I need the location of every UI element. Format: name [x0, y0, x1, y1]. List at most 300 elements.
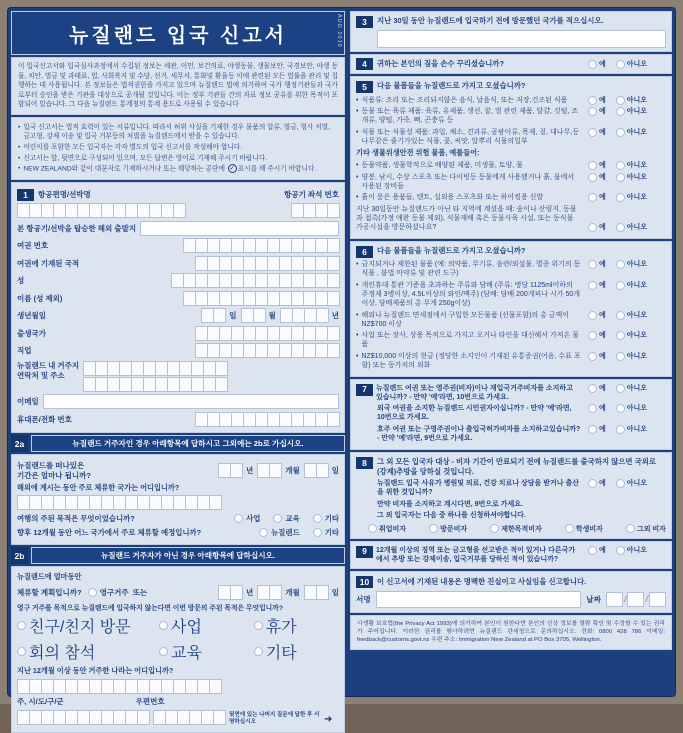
visit-friends-radio[interactable] [17, 621, 26, 630]
yes-radio[interactable] [588, 546, 597, 555]
passport-number-label: 여권 번호 [17, 241, 49, 251]
passport-number-boxes[interactable] [183, 238, 339, 253]
visa-type-options [368, 524, 666, 534]
yes-radio[interactable] [588, 260, 597, 269]
section-2a-header-text: 뉴질랜드 거주자인 경우 아래항목에 답하시고 그외에는 2b로 가십시오. [31, 435, 345, 452]
date-month-box[interactable] [627, 592, 644, 607]
card-back [350, 11, 672, 693]
section-2b-header-text: 뉴질랜드 거주자가 아닌 경우 아래항목에 답하십시오. [31, 547, 345, 564]
note-apply-for-one [377, 511, 666, 520]
limited-visa-radio[interactable] [490, 524, 499, 533]
bullet-icon: • [356, 311, 359, 319]
nationality-label: 여권에 기재된 국적 [17, 258, 80, 268]
option-conference[interactable] [17, 640, 159, 663]
stay-length-label-line2: 체류할 계획입니까? [17, 587, 82, 597]
yes-radio[interactable] [588, 479, 597, 488]
yes-label: 예 [599, 384, 606, 392]
no-label: 아니오 [626, 281, 648, 289]
education-radio[interactable] [273, 514, 282, 523]
no-radio[interactable] [616, 260, 625, 269]
yes-radio[interactable] [588, 173, 597, 182]
no-label: 아니오 [626, 128, 648, 136]
time-away-year-boxes[interactable] [218, 463, 242, 478]
no-label: 아니오 [626, 61, 648, 68]
option-holiday[interactable] [254, 614, 339, 637]
yes-radio[interactable] [588, 193, 597, 202]
question-text: 지난 30일동안 뉴질랜드가 아닌 타 지역에 계셨을 때: 숲이나 산림지, 동물과 접촉(가정 애완 동물 제외), 식물재배 혹은 동물사육 시설, 또는 동식물 가공시설을 방문하셨나요? [356, 205, 577, 232]
education-2b-radio[interactable] [159, 647, 168, 656]
dob-year-boxes[interactable] [280, 308, 328, 323]
yes-no-group [588, 384, 666, 393]
no-label: 아니오 [626, 311, 648, 319]
signature-label: 서명 [356, 594, 371, 604]
section-4-row [356, 58, 666, 70]
date-boxes[interactable] [606, 592, 666, 607]
business-2b-label: 사업 [171, 619, 202, 637]
yes-no-group [588, 128, 666, 137]
yes-radio[interactable] [588, 223, 597, 232]
last-country-label: 지난 12개월 이상 동안 거주한 나라는 어디입니까? [17, 666, 174, 676]
form-title-bar [11, 11, 345, 55]
dob-month-boxes[interactable] [241, 308, 265, 323]
yes-label: 예 [599, 108, 606, 116]
seat-number-label: 항공기 좌석 번호 [284, 190, 339, 200]
instructions-list [11, 117, 345, 181]
overseas-origin-input[interactable] [140, 221, 339, 236]
no-radio[interactable] [616, 425, 625, 434]
no-label: 아니오 [626, 546, 648, 554]
education-2b-label: 교육 [171, 645, 202, 663]
yes-label: 예 [599, 405, 606, 413]
question-australian-passport [377, 425, 666, 443]
question-text: 해외나 뉴질랜드 면세점에서 구입한 모든물품 (선물포함)의 총 금액이 NZ$700 이상 [361, 311, 570, 328]
birth-country-row [17, 326, 339, 341]
bullet-icon: • [18, 123, 21, 131]
option-permanent-stay[interactable] [88, 587, 129, 598]
privacy-intro-paragraph: 이 입국신고서와 입국심사과정에서 수집된 정보는 세관, 이민, 보건의료, 야생동물, 생물보안, 국경보안, 야생 동물, 치안, 벌금 및 과태료, 법, 사회복지 및 수당, 선거, 세무서, 통화및 환율등 이에 관련된 모든 법률을 관리 및 집행하는 데 사용됩니다. 본 정보들은 법적권한을 가지고 있으며 뉴질랜드 법에 의거하여 국가 행정기관들과 국가로부터 승인을 받은 기관을 대상으로 공개될 것입니다. 이는 정부 기관들 간의 자료 정보 공유를 위한 목적이 포함되어 있습니다. 그 다음 뉴질랜드 통계청의 통계 용도로 사용될 수 있습니다 [11, 57, 345, 115]
question-text: 12개월 이상의 징역 또는 금고형을 선고받은 적이 있거나 다른국가에서 추방 또는 강제이송, 입국거부를 당하신 적이 있습니까? [376, 546, 576, 563]
yes-label: 예 [599, 261, 606, 269]
yes-no-group [588, 479, 666, 488]
privacy-act-footer: 사생활 보호법(the Privacy Act 1993)에 의거하여 본인이 원한다면 본인의 신상 정보를 열람 확인 및 수정할 수 있는 권리가 주어집니다. 이러한 권리를 행사하려면 뉴질랜드 관세청으로 문의하십시오. 전화: 0800 428 786 이메일: feedback@customs.govt.nz 우편 주소: Immigration New Zealand at PO Box 3705, Wellington. [350, 615, 672, 650]
question-text: 호주 여권 또는 구영주권이나 출입국허가비자를 소지하고있습니까? - 만약 '예'라면, 9번으로 가세요. [377, 426, 581, 443]
date-separator: / [623, 594, 627, 605]
phone-boxes[interactable] [195, 412, 339, 427]
section-7-badge: 7 [356, 384, 373, 396]
card-front [11, 11, 345, 726]
yes-radio[interactable] [588, 107, 597, 116]
no-label: 아니오 [626, 261, 648, 269]
instruction-item [18, 154, 338, 164]
new-zealand-radio[interactable] [259, 528, 268, 537]
no-label: 아니오 [626, 480, 648, 488]
other-country-radio[interactable] [313, 528, 322, 537]
last-country-boxes[interactable] [17, 679, 221, 694]
question-commercial-goods [356, 331, 666, 349]
yes-no-group [588, 425, 666, 434]
question-dutyfree-goods [356, 311, 666, 329]
option-education-2b[interactable] [159, 640, 254, 663]
yes-no-group [588, 107, 666, 116]
yes-no-group [588, 281, 666, 290]
yes-label: 예 [599, 61, 606, 68]
no-label: 아니오 [626, 108, 648, 116]
option-education[interactable] [273, 513, 299, 524]
no-label: 아니오 [626, 194, 648, 202]
question-text: 금지되거나 제한된 물품 (예: 의약품, 무기류, 음란/외설물, 멸종 위기의 동식물 , 불법 마약류 및 관련 도구) [361, 261, 581, 278]
stay-month-boxes[interactable] [257, 585, 281, 600]
yes-label: 예 [599, 546, 606, 554]
section-8-header [356, 457, 666, 477]
yes-no-group [588, 331, 666, 340]
section-6-header [356, 246, 666, 258]
yes-radio[interactable] [588, 404, 597, 413]
yes-no-group [588, 223, 666, 232]
phone-label: 휴대폰/전화 번호 [17, 414, 72, 424]
bullet-icon: • [356, 161, 359, 169]
no-label: 아니오 [626, 96, 648, 104]
trip-purpose-label: 여행의 주된 목적은 무엇이었습니까? [17, 514, 135, 524]
question-criminal-history [356, 546, 666, 564]
yes-label: 예 [599, 281, 606, 289]
no-radio[interactable] [616, 331, 625, 340]
arrow-right-icon: ➜ [324, 713, 333, 725]
option-visit-friends[interactable] [17, 614, 159, 637]
instruction-text: 어린이를 포함한 모든 입국자는 각자 별도의 입국 신고서를 작성해야 합니다. [23, 144, 243, 152]
question-text: 양봉, 낚시, 수상 스포츠 또는 다이빙등 동물에게 사용됐거나 흙, 물에서 사용된 장비들 [361, 173, 575, 190]
section-1-traveller-details [11, 182, 345, 433]
option-business-2b[interactable] [159, 614, 254, 637]
no-radio[interactable] [616, 173, 625, 182]
yes-no-group [588, 96, 666, 105]
no-label: 아니오 [626, 224, 648, 232]
instruction-text: 신고서는 앞, 뒷면으로 구성되어 있으며, 모든 답변은 영어로 기재해 주시기 바랍니다. [23, 154, 268, 162]
visitor-visa-label: 방문비자 [440, 525, 468, 533]
other-visa-label: 그외 비자 [636, 525, 666, 533]
section-2b-visitor-questions [11, 566, 345, 733]
section-2b-badge: 2b [11, 547, 28, 564]
question-text: 흙이 묻은 용품들, 텐트, 실외용 스포츠화 또는 하이킹용 신발 [361, 194, 544, 202]
section-2a-header [11, 435, 345, 452]
bullet-icon: • [18, 154, 21, 162]
section-1-header [17, 189, 339, 201]
new-zealand-label: 뉴질랜드 [271, 528, 300, 538]
no-radio[interactable] [616, 193, 625, 202]
yes-radio[interactable] [588, 425, 597, 434]
email-input[interactable] [43, 394, 339, 409]
no-label: 아니오 [626, 426, 648, 434]
bullet-icon: • [356, 332, 359, 340]
yes-label: 예 [599, 224, 606, 232]
family-name-boxes[interactable] [171, 273, 339, 288]
other-2b-radio[interactable] [254, 647, 263, 656]
work-visa-label: 취업비자 [379, 525, 407, 533]
section-7-passport-visa [350, 379, 672, 450]
time-away-month-boxes[interactable] [257, 463, 281, 478]
other-label: 기타 [324, 514, 339, 524]
yes-radio[interactable] [588, 128, 597, 137]
education-label: 교육 [285, 514, 300, 524]
section-3-question: 지난 30일 동안 뉴질랜드에 입국하기 전에 방문했던 국가를 적으십시오. [377, 16, 604, 25]
phone-row [17, 412, 339, 427]
section-2a-resident-questions [11, 454, 345, 545]
given-name-boxes[interactable] [183, 291, 339, 306]
dob-year-unit: 년 [331, 311, 339, 321]
section-1-badge: 1 [17, 189, 34, 201]
conference-radio[interactable] [17, 647, 26, 656]
instruction-text-pre: NEW ZEALAND와 같이 대문자로 기재하시거나 또는 해당하는 공란에 [23, 165, 225, 173]
yes-label: 예 [599, 426, 606, 434]
option-other-country[interactable] [313, 527, 339, 538]
family-name-row [17, 273, 339, 288]
origin-row [17, 221, 339, 236]
holiday-label: 휴가 [265, 619, 297, 637]
nz-address-boxes-line1[interactable] [83, 361, 339, 376]
stay-year-boxes[interactable] [218, 585, 242, 600]
work-visa-radio[interactable] [368, 524, 377, 533]
question-text: 식품류: 조리 또는 조리되지않은 음식, 날음식, 또는 저장,건조된 식품 [361, 96, 568, 104]
instruction-text: 입국 신고서는 법적 효력이 있는 서류입니다. 따라서 허위 사실을 기재한 경우 물품의 압류, 벌금, 형사 처벌, 금고형, 강제 이송 및 입국 거부등의 처벌을 뉴질랜드에서 받을 수 있습니다. [23, 123, 330, 141]
occupation-label: 직업 [17, 346, 32, 356]
visitor-visa-radio[interactable] [429, 524, 438, 533]
or-label: 또는 [132, 587, 148, 597]
signature-date-row [356, 591, 666, 608]
time-away-year-unit: 년 [246, 466, 254, 476]
other-radio[interactable] [313, 514, 322, 523]
other-visa-radio[interactable] [626, 524, 635, 533]
section-10-declaration [350, 571, 672, 613]
birth-country-label: 출생국가 [17, 328, 46, 338]
section-8-all-others [350, 452, 672, 539]
state-postcode-row [17, 710, 339, 727]
question-outdoor-equipment [356, 173, 666, 191]
option-other[interactable] [313, 513, 339, 524]
yes-label: 예 [599, 311, 606, 319]
yes-label: 예 [599, 96, 606, 104]
last-country-row [17, 679, 339, 694]
countries-visited-input[interactable] [377, 30, 666, 48]
postcode-label: 우편번호 [135, 697, 165, 707]
no-label: 아니오 [626, 173, 648, 181]
time-away-label-line1: 뉴질랜드를 떠나있은 [17, 460, 85, 470]
flight-number-label: 항공편명/선박명 [38, 190, 91, 200]
time-away-day-unit: 일 [331, 466, 339, 476]
bullet-icon: • [356, 261, 359, 269]
given-name-row [17, 291, 339, 306]
nz-address-boxes-line2[interactable] [83, 377, 339, 392]
section-6-title: 다음 물품들을 뉴질랜드로 가지고 오셨습니까? [377, 245, 526, 255]
stay-day-unit: 일 [331, 587, 339, 597]
section-4-yes-no [588, 59, 666, 69]
question-visited-rural-areas [356, 205, 666, 232]
business-radio[interactable] [234, 514, 243, 523]
question-animal-products [356, 107, 666, 125]
no-radio[interactable] [616, 311, 625, 320]
question-food [356, 96, 666, 105]
stay-length-label-line1: 뉴질랜드에 얼마동안 [17, 572, 82, 582]
nz-address-label [17, 361, 79, 381]
declaration-statement: 이 신고서에 기재된 내용은 명백한 진실이고 사실임을 신고합니다. [377, 576, 587, 586]
yes-no-group [588, 173, 666, 182]
yes-radio[interactable] [588, 311, 597, 320]
section-6-badge: 6 [356, 246, 373, 258]
yes-radio[interactable] [588, 352, 597, 361]
nationality-row [17, 256, 339, 271]
yes-radio[interactable] [588, 384, 597, 393]
yes-radio[interactable] [588, 331, 597, 340]
date-year-box[interactable] [649, 592, 666, 607]
yes-radio[interactable] [588, 96, 597, 105]
no-radio[interactable] [616, 107, 625, 116]
stay-day-boxes[interactable] [304, 585, 328, 600]
next-12-months-label: 향후 12개월 동안 어느 국가에서 주로 체류할 예정입니까? [17, 528, 202, 538]
yes-no-group [588, 311, 666, 320]
instruction-text-post: 표시를 해 주시기 바랍니다. [237, 165, 317, 173]
section-5-biosecurity-items [350, 76, 672, 239]
option-work-visa[interactable] [368, 524, 406, 534]
country-spent-most-time-label: 해외에 계시는 동안 주로 체류한 국가는 어디입니까? [17, 482, 180, 492]
student-visa-label: 학생비자 [575, 525, 603, 533]
section-5-header [356, 81, 666, 93]
nationality-boxes[interactable] [195, 256, 339, 271]
section-8-intro: 그 외 모든 입국자 대상 - 비자 기간이 만료되기 전에 뉴질랜드를 출국하지 않으면 국외로 (강제)추방을 당하실 것입니다. [377, 456, 657, 476]
state-boxes[interactable] [17, 710, 149, 725]
business-2b-radio[interactable] [159, 621, 168, 630]
next-12-months-row [17, 527, 339, 538]
yes-no-group [588, 193, 666, 202]
no-radio[interactable] [616, 404, 625, 413]
signature-input[interactable] [376, 591, 582, 608]
stay-length-row [17, 585, 339, 600]
turn-over-text: 뒷면에 있는 나머지 질문에 답한 후 서명하십시오 [229, 711, 320, 726]
dob-row [17, 308, 339, 323]
section-10-header [356, 576, 666, 588]
dob-day-boxes[interactable] [201, 308, 225, 323]
question-text: 뉴질랜드 여권 또는 영주권(비자)이나 재입국거주비자를 소지하고 있습니까? - 만약 '예'라면, 10번으로 가세요. [376, 384, 573, 401]
no-radio[interactable] [616, 384, 625, 393]
yes-label: 예 [599, 480, 606, 488]
permanent-stay-radio[interactable] [88, 588, 97, 597]
yes-radio[interactable] [588, 281, 597, 290]
option-student-visa[interactable] [565, 524, 603, 534]
question-text: 개인휴대 통관 기준을 초과하는 주류와 담배 (주류: 병당 1125ml이하의 주정제 3병이상, 4.5L이상의 와인/맥주) (담배: 담배 200개피나 시가 50개이상, 담배제품의 총 무게 250g이상) [361, 281, 581, 307]
question-text: 동물 또는 육류 제품: 육류, 유제품, 생선, 꿀, 벌 관련 제품, 달걀, 깃털, 조개류, 양털, 가죽, 뼈, 곤충류 등 [361, 108, 579, 125]
bullet-icon: • [356, 352, 359, 360]
email-label: 이메일 [17, 397, 39, 407]
bullet-icon: • [356, 281, 359, 289]
bullet-icon: • [356, 173, 359, 181]
section-3-countries-visited [350, 11, 672, 52]
no-label: 아니오 [626, 405, 648, 413]
holiday-radio[interactable] [254, 621, 263, 630]
question-text: 뉴질랜드 입국 사유가 병원및 의료, 건강 치료나 상담을 받거나 출산을 위한 것입니까? [377, 480, 580, 497]
option-business[interactable] [234, 513, 260, 524]
seat-number-boxes[interactable] [291, 203, 339, 218]
yes-radio[interactable] [588, 60, 597, 69]
edition-label: AUG 2010 [336, 14, 342, 48]
no-radio[interactable] [616, 479, 625, 488]
no-radio[interactable] [616, 546, 625, 555]
postcode-boxes[interactable] [153, 710, 225, 725]
note-text: 만약 비자를 소지하고 계시다면, 9번으로 가세요. [377, 500, 523, 508]
other-country-label: 기타 [324, 528, 339, 538]
section-2a-badge: 2a [11, 435, 28, 452]
passport-row [17, 238, 339, 253]
option-new-zealand[interactable] [259, 527, 300, 538]
yes-label: 예 [599, 332, 606, 340]
permanent-stay-label: 영구거주 [99, 587, 129, 597]
option-limited-visa[interactable] [490, 524, 542, 534]
section-5-title: 다음 물품들을 뉴질랜드로 가지고 오셨습니까? [377, 81, 526, 90]
question-text: 식물 또는 식물성 제품: 과일, 채소, 견과류, 곰팡이류, 목재, 짚, 대나무,등나무같은 줄기가있는 식물, 꽃, 씨앗, 알뿌리 식물의일부 [361, 128, 580, 145]
no-label: 아니오 [626, 161, 648, 169]
section-2b-header [11, 547, 345, 564]
option-other-visa[interactable] [626, 524, 666, 534]
no-radio[interactable] [616, 223, 625, 232]
section-9-criminal-history [350, 541, 672, 569]
yes-label: 예 [599, 161, 606, 169]
no-radio[interactable] [616, 281, 625, 290]
flight-seat-row [17, 203, 339, 218]
country-spent-most-time-boxes[interactable] [17, 495, 221, 510]
no-label: 아니오 [626, 332, 648, 340]
no-radio[interactable] [616, 60, 625, 69]
option-other-2b[interactable] [254, 640, 339, 663]
dob-day-unit: 일 [229, 311, 237, 321]
section-5-badge: 5 [356, 81, 373, 93]
overseas-origin-label: 본 항공기/선박을 탑승한 해외 출발지 [17, 223, 137, 233]
question-text: 사업 또는 장사, 상용 목적으로 가지고 오거나 타인을 대신해서 가져온 물품 [361, 332, 579, 349]
instruction-text [23, 164, 316, 174]
no-label: 아니오 [626, 352, 648, 360]
occupation-boxes[interactable] [195, 343, 339, 358]
other-2b-label: 기타 [265, 645, 297, 663]
time-away-day-boxes[interactable] [304, 463, 328, 478]
student-visa-radio[interactable] [565, 524, 574, 533]
dob-month-unit: 월 [268, 311, 276, 321]
conference-label: 회의 참석 [29, 645, 96, 663]
yes-radio[interactable] [588, 161, 597, 170]
birth-country-boxes[interactable] [195, 326, 339, 341]
question-text: NZ$10,000 이상의 현금 (정당한 소지인이 기재된 유통증권(어음, 수표 포함) 또는 동가치의 외화 [361, 352, 581, 370]
flight-number-boxes[interactable] [17, 203, 185, 218]
visit-purpose-options [17, 614, 339, 663]
instruction-item [18, 123, 338, 142]
date-day-box[interactable] [606, 592, 623, 607]
section-4-question: 귀하는 본인의 짐을 손수 꾸리셨습니까? [377, 59, 504, 68]
yes-no-group [588, 546, 666, 555]
occupation-row [17, 343, 339, 358]
stay-year-unit: 년 [246, 587, 254, 597]
no-radio[interactable] [616, 128, 625, 137]
trip-purpose-row [17, 513, 339, 524]
no-radio[interactable] [616, 161, 625, 170]
section-4-packed-own-bags [350, 54, 672, 74]
bullet-icon: • [18, 144, 21, 152]
section-9-badge: 9 [356, 546, 373, 558]
other-risk-goods-subheading: 기타 생물위생안전 위험 물품, 예를들어: [356, 148, 480, 158]
form-title: 뉴질랜드 입국 신고서 [69, 25, 287, 47]
option-visitor-visa[interactable] [429, 524, 467, 534]
limited-visa-label: 제한목적비자 [501, 525, 542, 533]
no-radio[interactable] [616, 96, 625, 105]
no-radio[interactable] [616, 352, 625, 361]
turn-over-note [229, 712, 332, 727]
question-prohibited-goods [356, 260, 666, 278]
checkmark-icon: ✓ [229, 164, 236, 172]
bullet-icon: • [356, 96, 359, 104]
nz-address-row [17, 361, 339, 392]
